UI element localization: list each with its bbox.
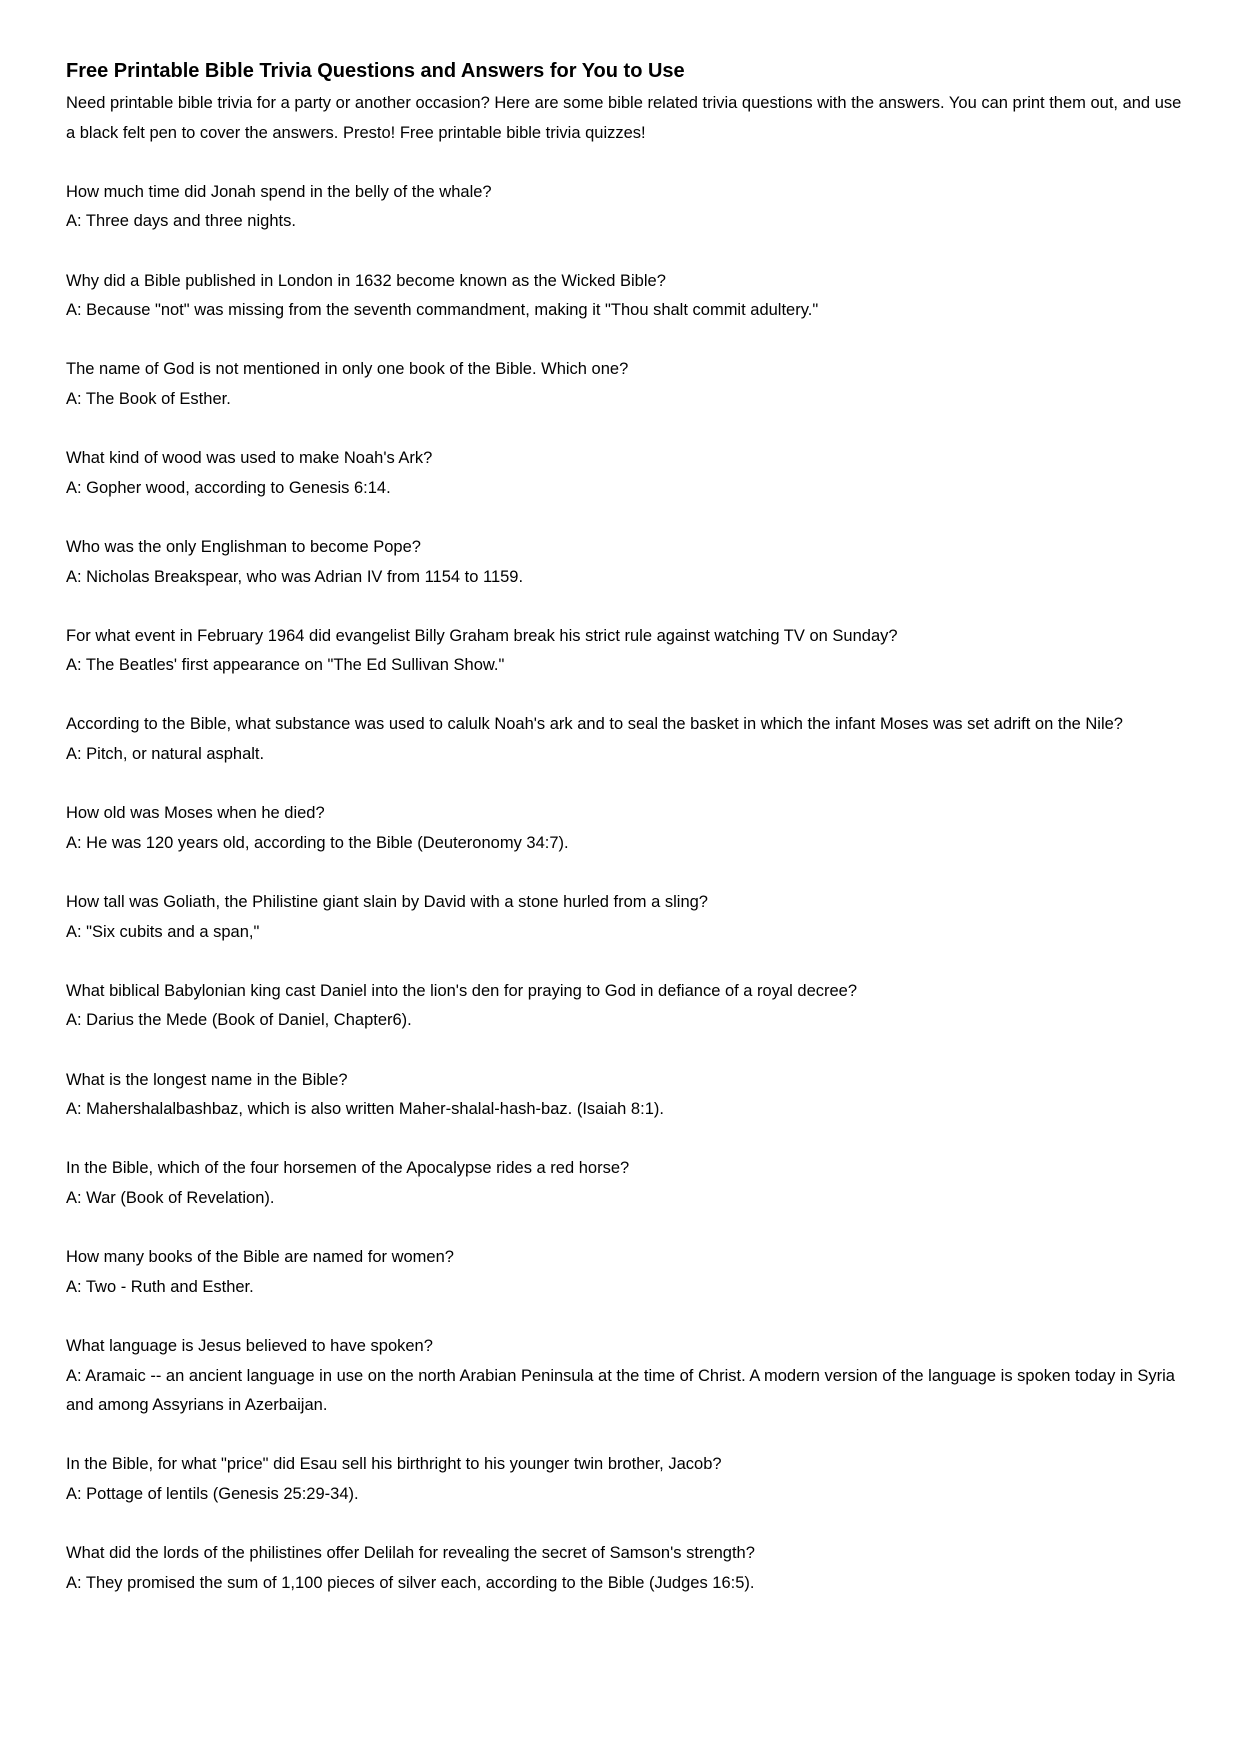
question: What did the lords of the philistines offer Delilah for revealing the secret of Samson's strength? <box>66 1544 755 1563</box>
answer: A: Gopher wood, according to Genesis 6:14. <box>66 478 391 497</box>
answer: A: He was 120 years old, according to the Bible (Deuteronomy 34:7). <box>66 833 569 852</box>
qa-item <box>66 1332 1186 1421</box>
answer: A: "Six cubits and a span," <box>66 922 260 941</box>
answer: A: Because "not" was missing from the seventh commandment, making it "Thou shalt commit adultery." <box>66 301 819 320</box>
question: How much time did Jonah spend in the belly of the whale? <box>66 182 492 201</box>
answer: A: Pottage of lentils (Genesis 25:29-34). <box>66 1484 359 1503</box>
qa-item <box>66 1539 1186 1598</box>
answer: A: The Book of Esther. <box>66 389 231 408</box>
intro-paragraph: Need printable bible trivia for a party or another occasion? Here are some bible related trivia questions with the answers. You can print them out, and use a black felt pen to cover the answers. Presto! Free printable bible trivia quizzes! <box>66 94 1182 142</box>
question: How old was Moses when he died? <box>66 804 325 823</box>
answer: A: Three days and three nights. <box>66 212 296 231</box>
qa-item <box>66 710 1186 769</box>
question: In the Bible, for what "price" did Esau sell his birthright to his younger twin brother, Jacob? <box>66 1455 722 1474</box>
qa-item <box>66 1450 1186 1509</box>
question: What kind of wood was used to make Noah's Ark? <box>66 449 433 468</box>
document-page <box>66 56 1186 1598</box>
qa-item <box>66 622 1186 681</box>
question: How many books of the Bible are named for women? <box>66 1248 454 1267</box>
page-title: Free Printable Bible Trivia Questions and Answers for You to Use <box>66 60 685 82</box>
question: According to the Bible, what substance was used to calulk Noah's ark and to seal the basket in which the infant Moses was set adrift on the Nile? <box>66 715 1123 734</box>
qa-item <box>66 267 1186 326</box>
question: The name of God is not mentioned in only one book of the Bible. Which one? <box>66 360 629 379</box>
answer: A: War (Book of Revelation). <box>66 1188 275 1207</box>
question: For what event in February 1964 did evangelist Billy Graham break his strict rule against watching TV on Sunday? <box>66 626 898 645</box>
qa-item <box>66 444 1186 503</box>
question: What language is Jesus believed to have spoken? <box>66 1336 433 1355</box>
qa-item <box>66 1154 1186 1213</box>
answer: A: Aramaic -- an ancient language in use on the north Arabian Peninsula at the time of Christ. A modern version of the language is spoken today in Syria and among Assyrians in Azerbaijan. <box>66 1366 1175 1415</box>
qa-item <box>66 977 1186 1036</box>
qa-item <box>66 533 1186 592</box>
answer: A: Darius the Mede (Book of Daniel, Chapter6). <box>66 1011 412 1030</box>
answer: A: They promised the sum of 1,100 pieces of silver each, according to the Bible (Judges 16:5). <box>66 1573 755 1592</box>
qa-item <box>66 799 1186 858</box>
answer: A: Mahershalalbashbaz, which is also written Maher-shalal-hash-baz. (Isaiah 8:1). <box>66 1100 664 1119</box>
qa-item <box>66 355 1186 414</box>
answer: A: Nicholas Breakspear, who was Adrian IV from 1154 to 1159. <box>66 567 524 586</box>
answer: A: Two - Ruth and Esther. <box>66 1277 254 1296</box>
qa-item <box>66 1243 1186 1302</box>
question: Who was the only Englishman to become Pope? <box>66 537 421 556</box>
question: How tall was Goliath, the Philistine giant slain by David with a stone hurled from a sling? <box>66 893 708 912</box>
qa-item <box>66 178 1186 237</box>
answer: A: Pitch, or natural asphalt. <box>66 745 265 764</box>
question: What biblical Babylonian king cast Daniel into the lion's den for praying to God in defiance of a royal decree? <box>66 981 858 1000</box>
question: Why did a Bible published in London in 1632 become known as the Wicked Bible? <box>66 271 666 290</box>
qa-item <box>66 888 1186 947</box>
qa-item <box>66 1066 1186 1125</box>
question: In the Bible, which of the four horsemen of the Apocalypse rides a red horse? <box>66 1159 630 1178</box>
question: What is the longest name in the Bible? <box>66 1070 348 1089</box>
answer: A: The Beatles' first appearance on "The Ed Sullivan Show." <box>66 656 505 675</box>
